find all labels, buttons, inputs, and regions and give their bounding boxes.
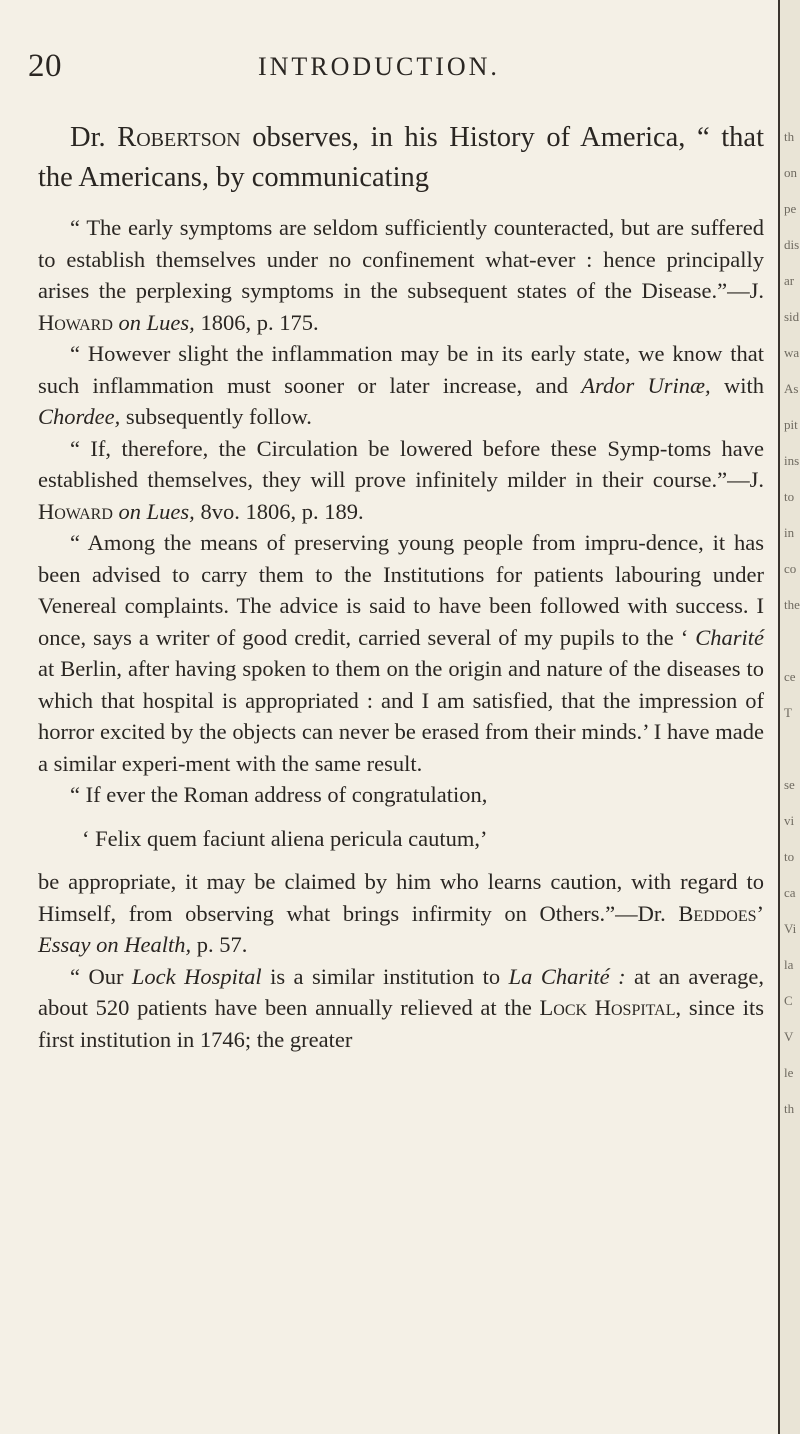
quote-4 [38, 527, 764, 779]
facing-page-fragment: ce [784, 669, 796, 684]
latin-verse-text: ‘ Felix quem faciunt aliena pericula cautum,’ [82, 825, 488, 851]
quote-5-intro-text: “ If ever the Roman address of congratulation, [70, 782, 488, 807]
quote-4-text-2: at Berlin, after having spoken to them on the origin and nature of the diseases to which that hospital is appropriated : and I am satisfied, that the impression of horror excited by the objects can never be erased from their minds.’ I have made a similar experi-ment with the same result. [38, 656, 764, 776]
facing-page-fragment: th [784, 1101, 795, 1116]
quote-3-tail: 8vo. 1806, p. 189. [194, 498, 364, 524]
quote-2-text-2: with [710, 372, 764, 398]
quote-2 [38, 338, 764, 433]
quote-6-lock-hospital: Lock Hospital [131, 963, 262, 989]
facing-page-fragment: on [784, 165, 797, 180]
facing-page-fragment: ar [784, 273, 795, 288]
quote-1-work: on Lues, [118, 309, 195, 335]
facing-page-fragment: in [784, 525, 795, 540]
facing-page-fragment: V [784, 1029, 794, 1044]
quote-1-tail: 1806, p. 175. [194, 309, 319, 335]
quote-3-work: on Lues, [118, 498, 195, 524]
facing-page-fragment: se [784, 777, 795, 792]
facing-page-fragment: pit [784, 417, 798, 432]
quote-5-intro [38, 779, 764, 811]
quote-1-text: “ The early symptoms are seldom sufficiently counteracted, but are suffered to establish themselves under no confinement what-ever : hence principally arises the perplexing symptoms in the subsequent states of the Disease.”—J. [38, 215, 764, 303]
quote-6-text-3: at an average, about 520 patients have been annually relieved at the [38, 963, 764, 1020]
quote-5-author: Beddoes’ [678, 900, 764, 926]
facing-page-fragment: Vi [784, 921, 797, 936]
facing-page-fragment: ca [784, 885, 796, 900]
facing-page-fragment: th [784, 129, 795, 144]
facing-page-fragment: ins [784, 453, 800, 468]
quote-5-tail: p. 57. [191, 932, 248, 957]
quote-5-work: Essay on Health, [38, 932, 192, 957]
facing-page-fragment: wa [784, 345, 800, 360]
facing-page-fragment: to [784, 849, 795, 864]
quote-6-text-2: is a similar institution to [261, 963, 509, 989]
author-robertson: Robertson [117, 122, 241, 153]
facing-page-fragment: la [784, 957, 794, 972]
quote-1-author: Howard [38, 309, 113, 335]
lead-text-2: observes, in his History of America, “ that the Americans, by communicating [38, 122, 765, 193]
facing-page-fragments [780, 0, 800, 1138]
quote-6-text-4: since its first institution in 1746; the greater [38, 995, 764, 1052]
quote-5-text: be appropriate, it may be claimed by him who learns caution, with regard to Himself, from observing what brings infirmity on Others.”—Dr. [38, 869, 764, 926]
quote-2-text-1: “ However slight the inflammation may be in its early state, we know that such inflammation must sooner or later increase, and [38, 341, 764, 398]
quote-2-text-3: subsequently follow. [120, 404, 312, 429]
quote-6-la-charite: La Charité : [508, 963, 626, 989]
quote-4-charite: Charité [695, 624, 764, 650]
facing-page-fragment: le [784, 1065, 794, 1080]
facing-page-fragment [784, 634, 800, 670]
facing-page-fragment: As [784, 381, 799, 396]
quote-3 [38, 433, 764, 528]
facing-page-fragment [784, 742, 800, 778]
quote-2-chordee: Chordee, [38, 404, 121, 429]
quote-2-ardor: Ardor Urinæ, [581, 372, 711, 398]
facing-page-fragment: T [784, 705, 792, 720]
facing-page-fragment: sid [784, 309, 800, 324]
page-number: 20 [28, 48, 62, 84]
quote-3-author: Howard [38, 498, 113, 524]
lead-text-1: Dr. [70, 122, 118, 153]
quote-4-text-1: “ Among the means of preserving young people from impru-dence, it has been advised to carry them to the Institutions for patients labouring under Venereal complaints. The advice is said to have been followed with success. I once, says a writer of good credit, carried several of my pupils to the ‘ [38, 530, 764, 650]
facing-page-fragment: to [784, 489, 795, 504]
body-text [38, 118, 764, 1055]
lead-paragraph [38, 118, 764, 198]
quote-1 [38, 212, 764, 338]
quote-5 [38, 866, 764, 961]
facing-page-fragment: co [784, 561, 797, 576]
quote-6-text-1: “ Our [70, 963, 132, 989]
facing-page-fragment: pe [784, 201, 797, 216]
facing-page-fragment: C [784, 993, 793, 1008]
facing-page-fragment: vi [784, 813, 795, 828]
quote-6-lock-caps: Lock Hospital, [539, 995, 682, 1020]
quote-6 [38, 961, 764, 1056]
facing-page-edge [778, 0, 800, 1434]
facing-page-fragment: dis [784, 237, 800, 252]
latin-verse [38, 823, 764, 855]
page-header [28, 48, 748, 88]
running-head: INTRODUCTION. [258, 52, 500, 81]
quote-3-text: “ If, therefore, the Circulation be lowered before these Symp-toms have established themselves, they will prove infinitely milder in their course.”—J. [38, 435, 764, 492]
facing-page-fragment: the [784, 597, 800, 612]
